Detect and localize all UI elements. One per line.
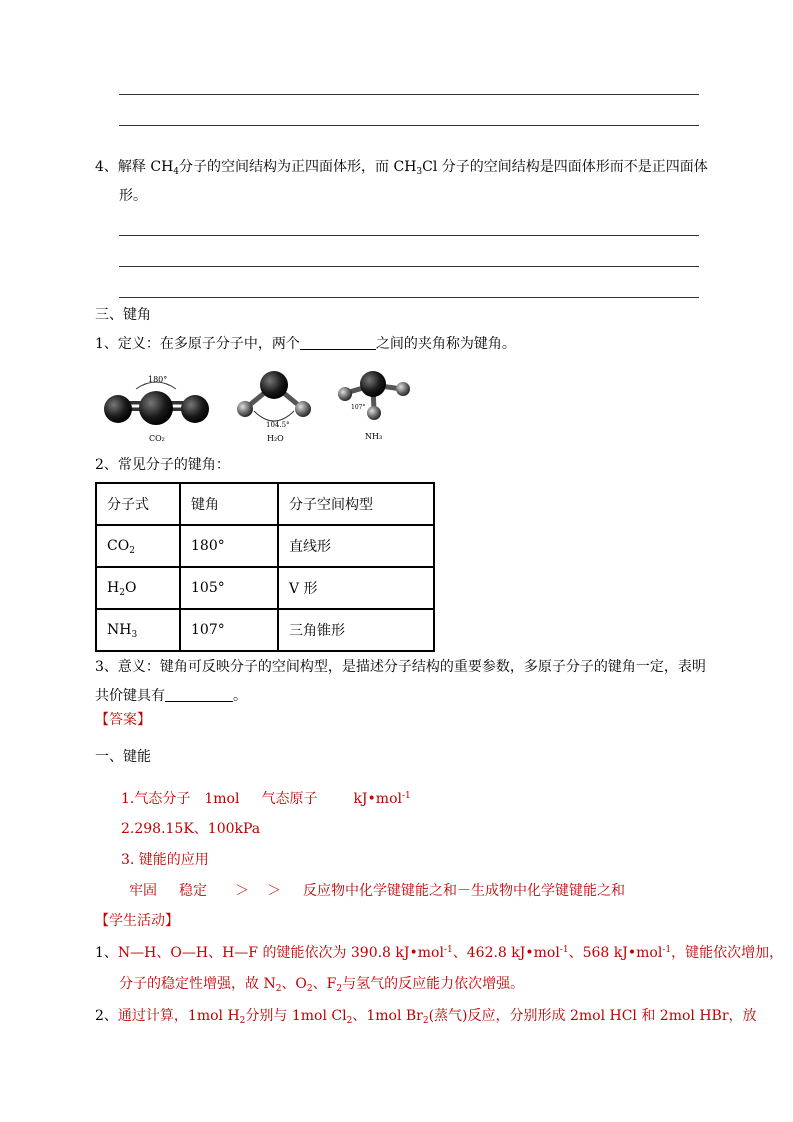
table-row xyxy=(96,525,434,567)
angle-cell: 105° xyxy=(180,567,278,609)
bond-angle-table xyxy=(95,482,435,652)
shape-cell: V 形 xyxy=(278,567,434,609)
nh3-angle-label: 107° xyxy=(351,404,366,411)
formula-cell: $NH_3$ xyxy=(96,609,180,651)
answer-line-3: 3. 键能的应用 xyxy=(121,852,209,868)
answer-line xyxy=(119,235,699,236)
answer-line xyxy=(119,94,699,95)
section-heading: 三、键角 xyxy=(95,307,151,323)
table-row xyxy=(96,567,434,609)
meaning-line1: 3、意义：键角可反映分子的空间构型，是描述分子结构的重要参数，多原子分子的键角一定，表明 xyxy=(95,659,706,675)
answer-line-2: 2.298.15K、100kPa xyxy=(121,821,261,837)
co2-angle-label: 180° xyxy=(148,375,168,384)
meaning-line2: 共价键具有 。 xyxy=(95,688,247,704)
shape-cell: 直线形 xyxy=(278,525,434,567)
student-item-1-line1: 1、N—H、O—H、H—F 的键能依次为 390.8 kJ•mol$^{-1}$、462.8 kJ•mol$^{-1}$、568 kJ•mol$^{-1}$，键能依次增加， xyxy=(95,945,784,961)
table-header-cell: 分子空间构型 xyxy=(278,483,434,525)
answer-line xyxy=(119,125,699,126)
student-item-1-line2: 分子的稳定性增强，故 $N_2$、$O_2$、$F_2$与氢气的反应能力依次增强。 xyxy=(119,976,525,994)
h2o-label: H₂O xyxy=(267,434,284,443)
bond-angle-figure xyxy=(96,363,426,448)
table-row xyxy=(96,609,434,651)
answer-line xyxy=(119,297,699,298)
nh3-label: NH₃ xyxy=(365,432,383,441)
answer-line-4: 牢固 稳定 ＞ ＞ 反应物中化学键键能之和－生成物中化学键键能之和 xyxy=(129,883,625,899)
definition-line: 1、定义：在多原子分子中，两个 之间的夹角称为键角。 xyxy=(95,336,516,352)
answer-part1-heading: 一、键能 xyxy=(95,749,151,765)
question-4-line1: 4、解释 $CH_4$分子的空间结构为正四面体形，而 $CH_3Cl$ 分子的空间结构是四面体形而不是正四面体 xyxy=(95,159,708,177)
angle-cell: 107° xyxy=(180,609,278,651)
angle-cell: 180° xyxy=(180,525,278,567)
formula-cell: $CO_2$ xyxy=(96,525,180,567)
answer-line xyxy=(119,266,699,267)
answer-heading: 【答案】 xyxy=(95,712,151,728)
formula-cell: $H_2O$ xyxy=(96,567,180,609)
shape-cell: 三角锥形 xyxy=(278,609,434,651)
table-header-row xyxy=(96,483,434,525)
fill-blank[interactable] xyxy=(165,687,233,702)
co2-label: CO₂ xyxy=(149,434,165,443)
student-activity-heading: 【学生活动】 xyxy=(95,913,179,929)
fill-blank[interactable] xyxy=(300,335,376,350)
answer-line-1: 1.气态分子 1mol 气态原子 kJ•mol$^{-1}$ xyxy=(121,791,411,807)
h2o-angle-label: 104.5° xyxy=(266,421,290,429)
table-header-cell: 键角 xyxy=(180,483,278,525)
question-4-line2: 形。 xyxy=(119,188,147,204)
student-item-2-line1: 2、通过计算，1mol $H_2$分别与 1mol $Cl_2$、1mol $Br_2$(蒸气)反应，分别形成 2mol HCl 和 2mol HBr，放 xyxy=(95,1008,757,1026)
table-header-cell: 分子式 xyxy=(96,483,180,525)
common-angles-heading: 2、常见分子的键角： xyxy=(95,457,230,473)
